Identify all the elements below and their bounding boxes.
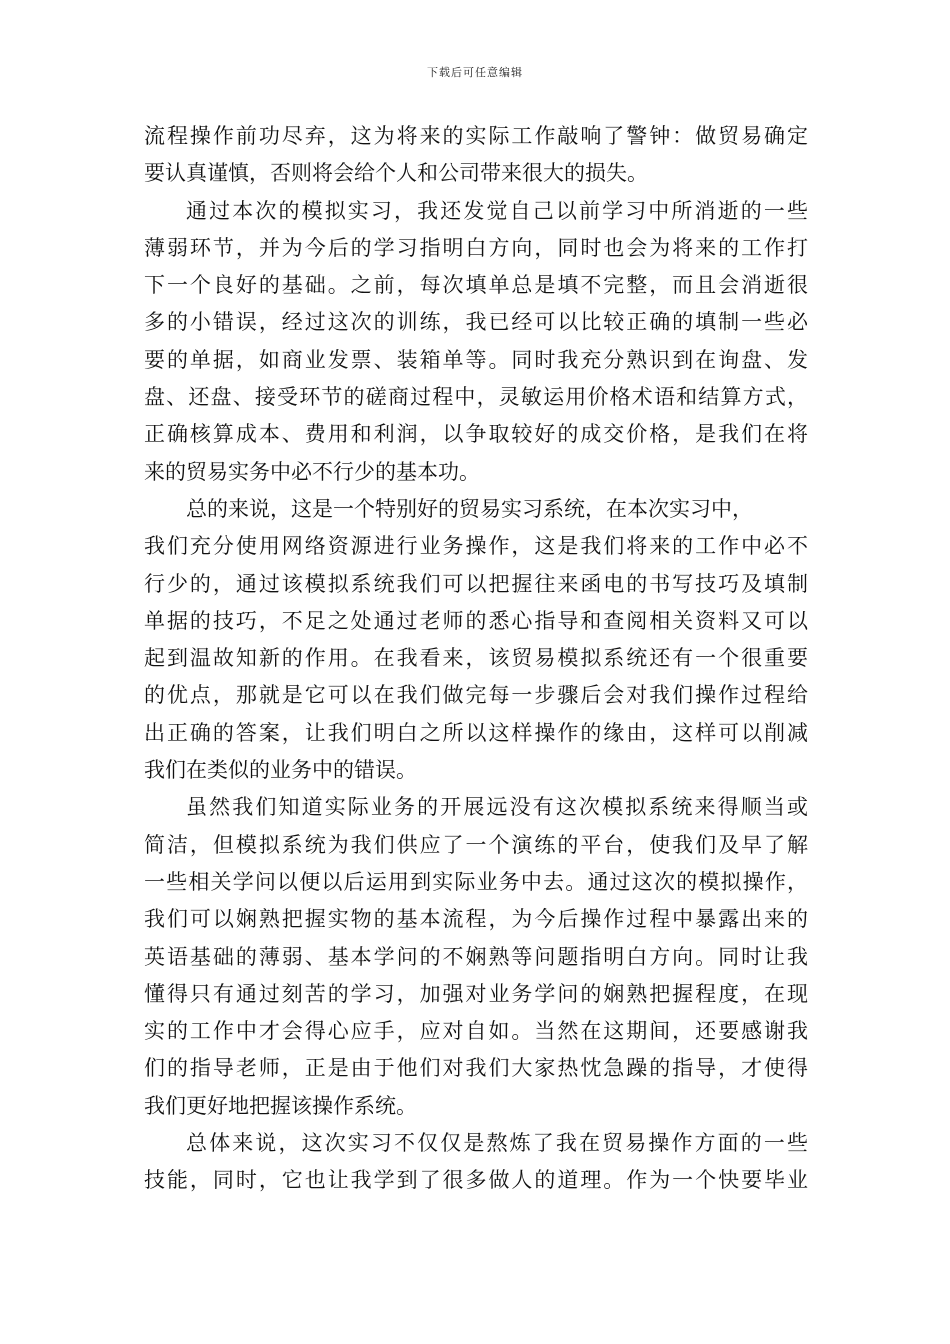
text-line: 多的小错误，经过这次的训练，我已经可以比较正确的填制一些必 (144, 310, 808, 335)
text-line: 实的工作中才会得心应手，应对自如。当然在这期间，还要感谢我 (144, 1019, 808, 1044)
text-line: 一些相关学问以便以后运用到实际业务中去。通过这次的模拟操作， (144, 869, 808, 894)
text-line: 总体来说，这次实习不仅仅是熬炼了我在贸易操作方面的一些 (186, 1131, 808, 1156)
text-line: 流程操作前功尽弃，这为将来的实际工作敲响了警钟：做贸易确定 (144, 124, 808, 148)
text-line: 我们可以娴熟把握实物的基本流程，为今后操作过程中暴露出来的 (144, 907, 808, 932)
text-line: 我们更好地把握该操作系统。 (144, 1093, 417, 1118)
text-line: 正确核算成本、费用和利润，以争取较好的成交价格，是我们在将 (144, 422, 808, 447)
text-line: 盘、还盘、接受环节的磋商过程中，灵敏运用价格术语和结算方式， (144, 385, 808, 410)
text-line: 虽然我们知道实际业务的开展远没有这次模拟系统来得顺当或 (186, 795, 808, 820)
text-line: 懂得只有通过刻苦的学习，加强对业务学问的娴熟把握程度，在现 (144, 981, 808, 1006)
text-line: 英语基础的薄弱、基本学问的不娴熟等问题指明白方向。同时让我 (144, 944, 808, 969)
text-line: 简洁，但模拟系统为我们供应了一个演练的平台，使我们及早了解 (144, 832, 808, 857)
text-line: 来的贸易实务中必不行少的基本功。 (144, 459, 480, 484)
text-line: 要的单据，如商业发票、装箱单等。同时我充分熟识到在询盘、发 (144, 347, 808, 372)
body-text (144, 118, 808, 1200)
text-line: 总的来说，这是一个特别好的贸易实习系统，在本次实习中， (186, 496, 753, 521)
text-line: 薄弱环节，并为今后的学习指明白方向，同时也会为将来的工作打 (144, 235, 808, 260)
text-line: 要认真谨慎，否则将会给个人和公司带来很大的损失。 (144, 161, 648, 186)
text-line: 们的指导老师，正是由于他们对我们大家热忱急躁的指导，才使得 (144, 1056, 808, 1081)
text-line: 下一个良好的基础。之前，每次填单总是填不完整，而且会消逝很 (144, 273, 808, 298)
text-line: 的优点，那就是它可以在我们做完每一步骤后会对我们操作过程给 (144, 683, 808, 708)
text-line: 通过本次的模拟实习，我还发觉自己以前学习中所消逝的一些 (186, 198, 808, 223)
page-header-note: 下载后可任意编辑 (427, 66, 523, 79)
text-line: 行少的，通过该模拟系统我们可以把握往来函电的书写技巧及填制 (144, 571, 808, 596)
text-line: 单据的技巧，不足之处通过老师的悉心指导和查阅相关资料又可以 (144, 608, 808, 633)
text-line: 起到温故知新的作用。在我看来，该贸易模拟系统还有一个很重要 (144, 646, 808, 671)
text-line: 技能，同时，它也让我学到了很多做人的道理。作为一个快要毕业 (144, 1168, 808, 1193)
text-line: 出正确的答案，让我们明白之所以这样操作的缘由，这样可以削减 (144, 720, 808, 745)
text-line: 我们充分使用网络资源进行业务操作，这是我们将来的工作中必不 (144, 534, 808, 559)
text-line: 我们在类似的业务中的错误。 (144, 758, 417, 783)
